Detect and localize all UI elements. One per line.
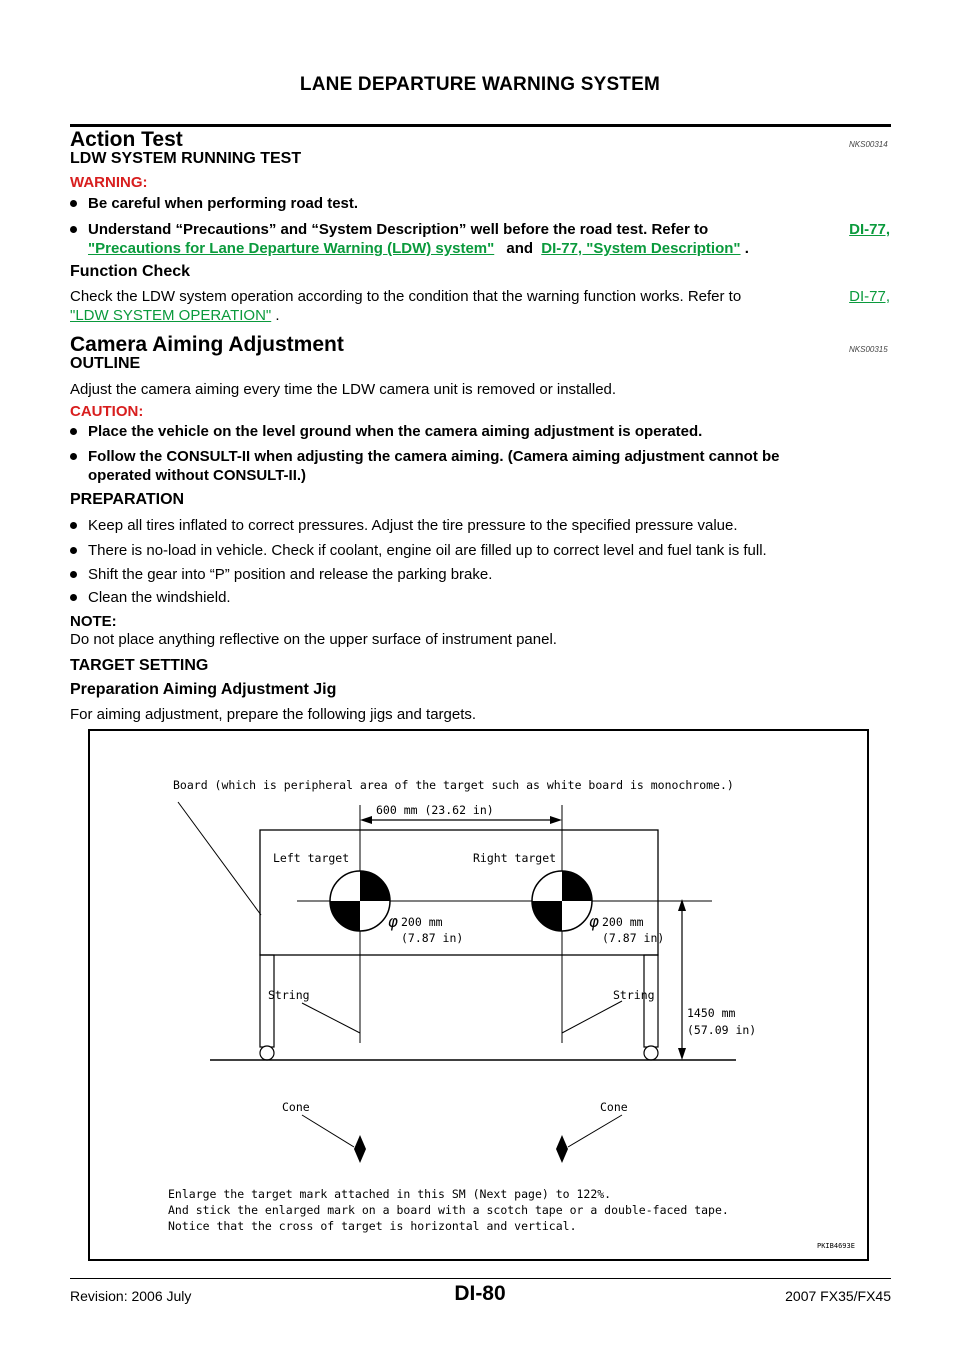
left-target-mark [330,871,390,931]
figure-note-1: Enlarge the target mark attached in this SM (Next page) to 122%. [168,1187,612,1201]
ldw-running-test-heading: LDW SYSTEM RUNNING TEST [70,150,302,167]
left-wheel [260,1046,274,1060]
figure-note-3: Notice that the cross of target is horizontal and vertical. [168,1219,577,1233]
outline-heading: OUTLINE [70,355,141,372]
link-di-77-ldw-operation-b[interactable]: "LDW SYSTEM OPERATION" [70,307,272,324]
left-cone-leader [302,1115,354,1147]
link-di-77-precautions-b[interactable]: "Precautions for Lane Departure Warning (LDW) system" [88,240,495,257]
function-check-title: Function Check [70,263,191,280]
caution-item-1: Place the vehicle on the level ground when the camera aiming adjustment is operated. [70,422,890,441]
outline-text: Adjust the camera aiming every time the LDW camera unit is removed or installed. [70,381,617,398]
link-di-77-system-description[interactable]: DI-77, "System Description" [541,240,741,257]
note-text: Do not place anything reflective on the upper surface of instrument panel. [70,631,557,648]
warning-item-1: Be careful when performing road test. [70,194,890,213]
warning-label: WARNING: [70,174,148,191]
left-string-label: String [268,988,310,1002]
left-target-label: Left target [273,851,350,865]
footer-model: 2007 FX35/FX45 [785,1288,891,1304]
right-string-label: String [613,988,655,1002]
diameter-symbol-right: φ [589,912,599,931]
right-target-mark [532,871,592,931]
right-diameter-mm: 200 mm [602,915,644,929]
prep-item-4: Clean the windshield. [70,588,890,607]
header-rule [70,124,891,127]
link-di-77-ldw-operation-a[interactable]: DI-77, [849,288,890,305]
height-mm-label: 1450 mm [687,1006,736,1020]
bullet-dot [70,594,77,601]
note-label: NOTE: [70,613,117,630]
diameter-symbol-left: φ [388,912,398,931]
action-test-code: NKS00314 [849,140,888,149]
page-header-title: LANE DEPARTURE WARNING SYSTEM [299,74,661,95]
right-cone [556,1135,568,1163]
right-cone-label: Cone [600,1100,628,1114]
spacing-label: 600 mm (23.62 in) [376,803,494,817]
bullet-dot [70,200,77,207]
camera-aiming-code: NKS00315 [849,345,888,354]
left-diameter-mm: 200 mm [401,915,443,929]
left-cone [354,1135,366,1163]
camera-aiming-title: Camera Aiming Adjustment [70,333,344,356]
bullet-dot [70,428,77,435]
target-setup-diagram [90,731,867,1259]
bullet-dot [70,522,77,529]
right-string-leader [562,1001,622,1033]
left-diameter-in: (7.87 in) [401,931,464,945]
footer-rule [70,1278,891,1279]
function-check-text: Check the LDW system operation according to the condition that the warning function works. Refer to DI-77, "LDW SYSTEM OPERATION" . [70,288,890,324]
bullet-dot [70,571,77,578]
figure-code: PKIB4693E [817,1242,855,1250]
prep-item-3: Shift the gear into “P” position and release the parking brake. [70,565,890,584]
left-cone-label: Cone [282,1100,310,1114]
prep-item-2: There is no-load in vehicle. Check if coolant, engine oil are filled up to correct level and fuel tank is full. [70,541,890,560]
footer-page-number: DI-80 [454,1282,506,1305]
target-setup-figure [88,729,869,1261]
jig-heading: Preparation Aiming Adjustment Jig [70,681,337,698]
board-label: Board (which is peripheral area of the target such as white board is monochrome.) [173,778,734,792]
right-wheel [644,1046,658,1060]
right-diameter-in: (7.87 in) [602,931,665,945]
bullet-dot [70,547,77,554]
action-test-title: Action Test [70,128,183,151]
bullet-dot [70,453,77,460]
right-cone-leader [568,1115,622,1147]
footer-revision: Revision: 2006 July [70,1288,192,1304]
bullet-dot [70,226,77,233]
figure-note-2: And stick the enlarged mark on a board with a scotch tape or a double-faced tape. [168,1203,729,1217]
warning-item-2: Understand “Precautions” and “System Description” well before the road test. Refer to DI-77, "Precautions for Lane Departure Warning (LDW) system" and DI-77, "System Description" . [70,220,890,258]
link-di-77-precautions-a[interactable]: DI-77, [849,221,890,238]
board-leader-line [178,802,261,915]
target-setting-heading: TARGET SETTING [70,657,209,674]
left-string-leader [302,1003,360,1033]
jig-text: For aiming adjustment, prepare the following jigs and targets. [70,706,477,723]
preparation-heading: PREPARATION [70,491,185,508]
caution-item-2: Follow the CONSULT-II when adjusting the camera aiming. (Camera aiming adjustment cannot be operated without CONSULT-II.) [70,447,890,485]
height-in-label: (57.09 in) [687,1023,757,1037]
right-target-label: Right target [473,851,557,865]
prep-item-1: Keep all tires inflated to correct pressures. Adjust the tire pressure to the specified pressure value. [70,516,890,535]
caution-label: CAUTION: [70,403,144,420]
